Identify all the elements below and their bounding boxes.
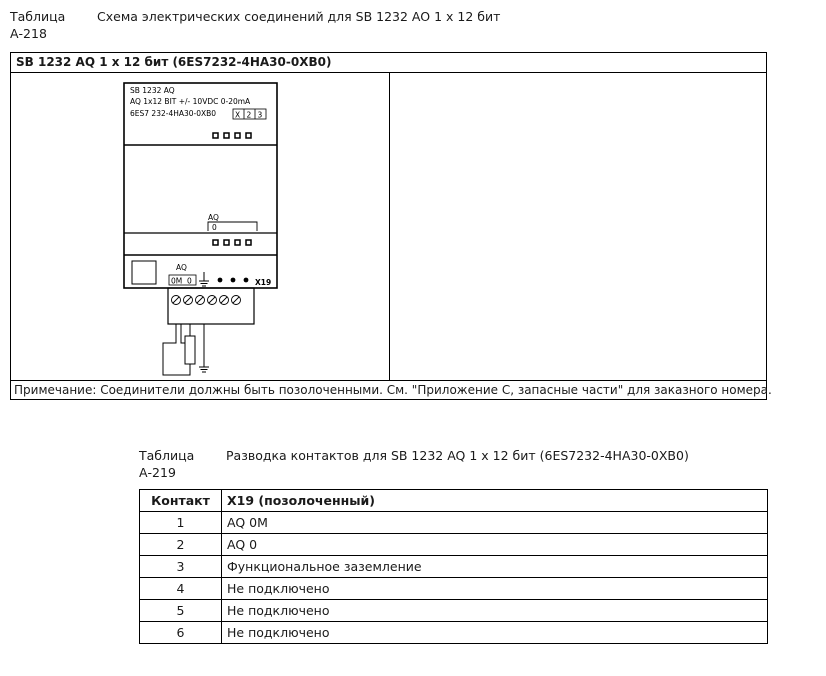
terminal-screws [172,296,241,305]
module-indicator-square [132,261,156,284]
wiring-diagram [11,53,389,380]
table-a218-number: А-218 [10,26,47,41]
wiring-diagram-header: SB 1232 AQ 1 x 12 бит (6ES7232-4HA30-0XB0) [11,53,766,73]
x-marker-x: X [235,110,241,120]
table-a218-caption [10,8,530,42]
aq-channel: 0 [212,223,217,232]
table-row [140,578,768,600]
pin-function: Не подключено [222,600,768,622]
functional-ground-icon [199,272,209,286]
pin-function: AQ 0M [222,512,768,534]
unused-terminal-dots [218,278,249,283]
module-spec: AQ 1x12 BIT +/- 10VDC 0-20mA [130,97,251,106]
note-divider [11,380,766,381]
load-resistor-icon [185,336,195,364]
terminal-block [168,288,254,324]
pin-function: Не подключено [222,622,768,644]
aq-label: AQ [208,213,219,222]
table-a219-title: Разводка контактов для SB 1232 AQ 1 x 12 бит (6ES7232-4HA30-0XB0) [226,448,689,463]
pinout-table [139,489,768,644]
table-row [140,512,768,534]
connector-x19-label: X19 [255,278,272,287]
pin-function: Функциональное заземление [222,556,768,578]
wiring-diagram-table [10,52,772,400]
aq-terminal-label: AQ [176,263,187,272]
column-divider [389,73,390,380]
table-row [140,534,768,556]
table-a219-label: Таблица [139,448,195,463]
pin-number: 2 [140,534,222,556]
pinout-header-row [140,490,768,512]
terminal-0m-label: 0M [171,276,183,286]
column-header-contact: Контакт [140,490,222,512]
x-marker-3: 3 [257,110,263,120]
table-a219-caption [139,447,739,481]
table-row [140,600,768,622]
pin-number: 3 [140,556,222,578]
status-led-row-top [213,133,251,138]
table-a218-title: Схема электрических соединений для SB 1232 AO 1 x 12 бит [97,9,501,24]
pin-function: AQ 0 [222,534,768,556]
table-a219-number: А-219 [139,465,176,480]
table-row [140,556,768,578]
column-header-x19: X19 (позолоченный) [222,490,768,512]
table-row [140,622,768,644]
status-led-row-bottom [213,240,251,245]
module-order-number: 6ES7 232-4HA30-0XB0 [130,109,217,118]
wiring-note: Примечание: Соединители должны быть позолоченными. См. "Приложение С, запасные части" для заказного номера. [14,383,772,397]
pin-number: 5 [140,600,222,622]
module-name: SB 1232 AQ [130,86,175,95]
terminal-0-label: 0 [187,276,192,286]
pin-number: 1 [140,512,222,534]
table-a218-label: Таблица [10,9,66,24]
pin-function: Не подключено [222,578,768,600]
x-marker-2: 2 [246,110,252,120]
pin-number: 6 [140,622,222,644]
pin-number: 4 [140,578,222,600]
